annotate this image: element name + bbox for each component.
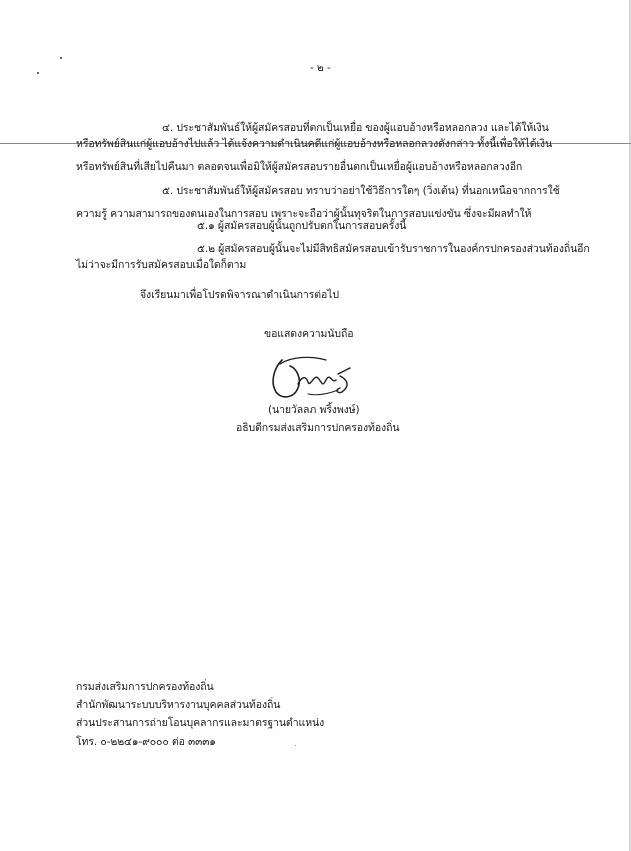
page-number: - ๒ - (310, 62, 331, 74)
item-5-2-line-1: ๕.๒ ผู้สมัครสอบผู้นั้นจะไม่มีสิทธิสมัครสอบเข้ารับราชการในองค์กรปกครองส่วนท้องถิ่นอีก (197, 243, 590, 255)
item-5-line-1: ๕. ประชาสัมพันธ์ให้ผู้สมัครสอบ ทราบว่าอย่าใช้วิธีการใดๆ (วิ่งเต้น) ที่นอกเหนือจากการใช้ (162, 185, 560, 197)
signatory-position: อธิบดีกรมส่งเสริมการปกครองท้องถิ่น (236, 422, 400, 434)
scan-speck (37, 72, 39, 74)
signatory-name: (นายวัลลภ พริ้งพงษ์) (268, 404, 360, 416)
salutation: ขอแสดงความนับถือ (264, 328, 354, 340)
handwritten-signature (268, 354, 368, 404)
scan-speck (295, 745, 296, 746)
footer-phone: โทร. ๐-๒๒๔๑-๙๐๐๐ ต่อ ๓๓๓๑ (76, 736, 216, 748)
item-5-line-2: ความรู้ ความสามารถของตนเองในการสอบ เพราะจะถือว่าผู้นั้นทุจริตในการสอบแข่งขัน ซึ่งจะมีผลทำให้ (76, 208, 532, 220)
item-4-line-1: ๔. ประชาสัมพันธ์ให้ผู้สมัครสอบที่ตกเป็นเหยื่อ ของผู้แอบอ้างหรือหลอกลวง และได้ให้เงิน (162, 122, 549, 134)
scan-speck (60, 57, 62, 59)
item-5-1: ๕.๑ ผู้สมัครสอบผู้นั้นถูกปรับตกในการสอบครั้งนี้ (197, 220, 407, 232)
footer-bureau: สำนักพัฒนาระบบบริหารงานบุคคลส่วนท้องถิ่น (76, 699, 281, 711)
footer-department: กรมส่งเสริมการปกครองท้องถิ่น (76, 681, 214, 693)
item-4-line-3: หรือทรัพย์สินที่เสียไปคืนมา ตลอดจนเพื่อมิให้ผู้สมัครสอบรายอื่นตกเป็นเหยื่อผู้แอบอ้างหรือหลอกลวงอีก (76, 161, 523, 173)
item-5-2-line-2: ไม่ว่าจะมีการรับสมัครสอบเมื่อใดก็ตาม (76, 259, 247, 271)
closing-request: จึงเรียนมาเพื่อโปรดพิจารณาดำเนินการต่อไป (140, 289, 339, 301)
item-4-line-2: หรือทรัพย์สินแก่ผู้แอบอ้างไปแล้ว ได้แจ้งความดำเนินคดีแก่ผู้แอบอ้างหรือหลอกลวงดังกล่าว ทั้งนี้เพื่อให้ได้เงิน (76, 138, 553, 150)
footer-division: ส่วนประสานการถ่ายโอนบุคลากรและมาตรฐานตำแหน่ง (76, 717, 325, 729)
